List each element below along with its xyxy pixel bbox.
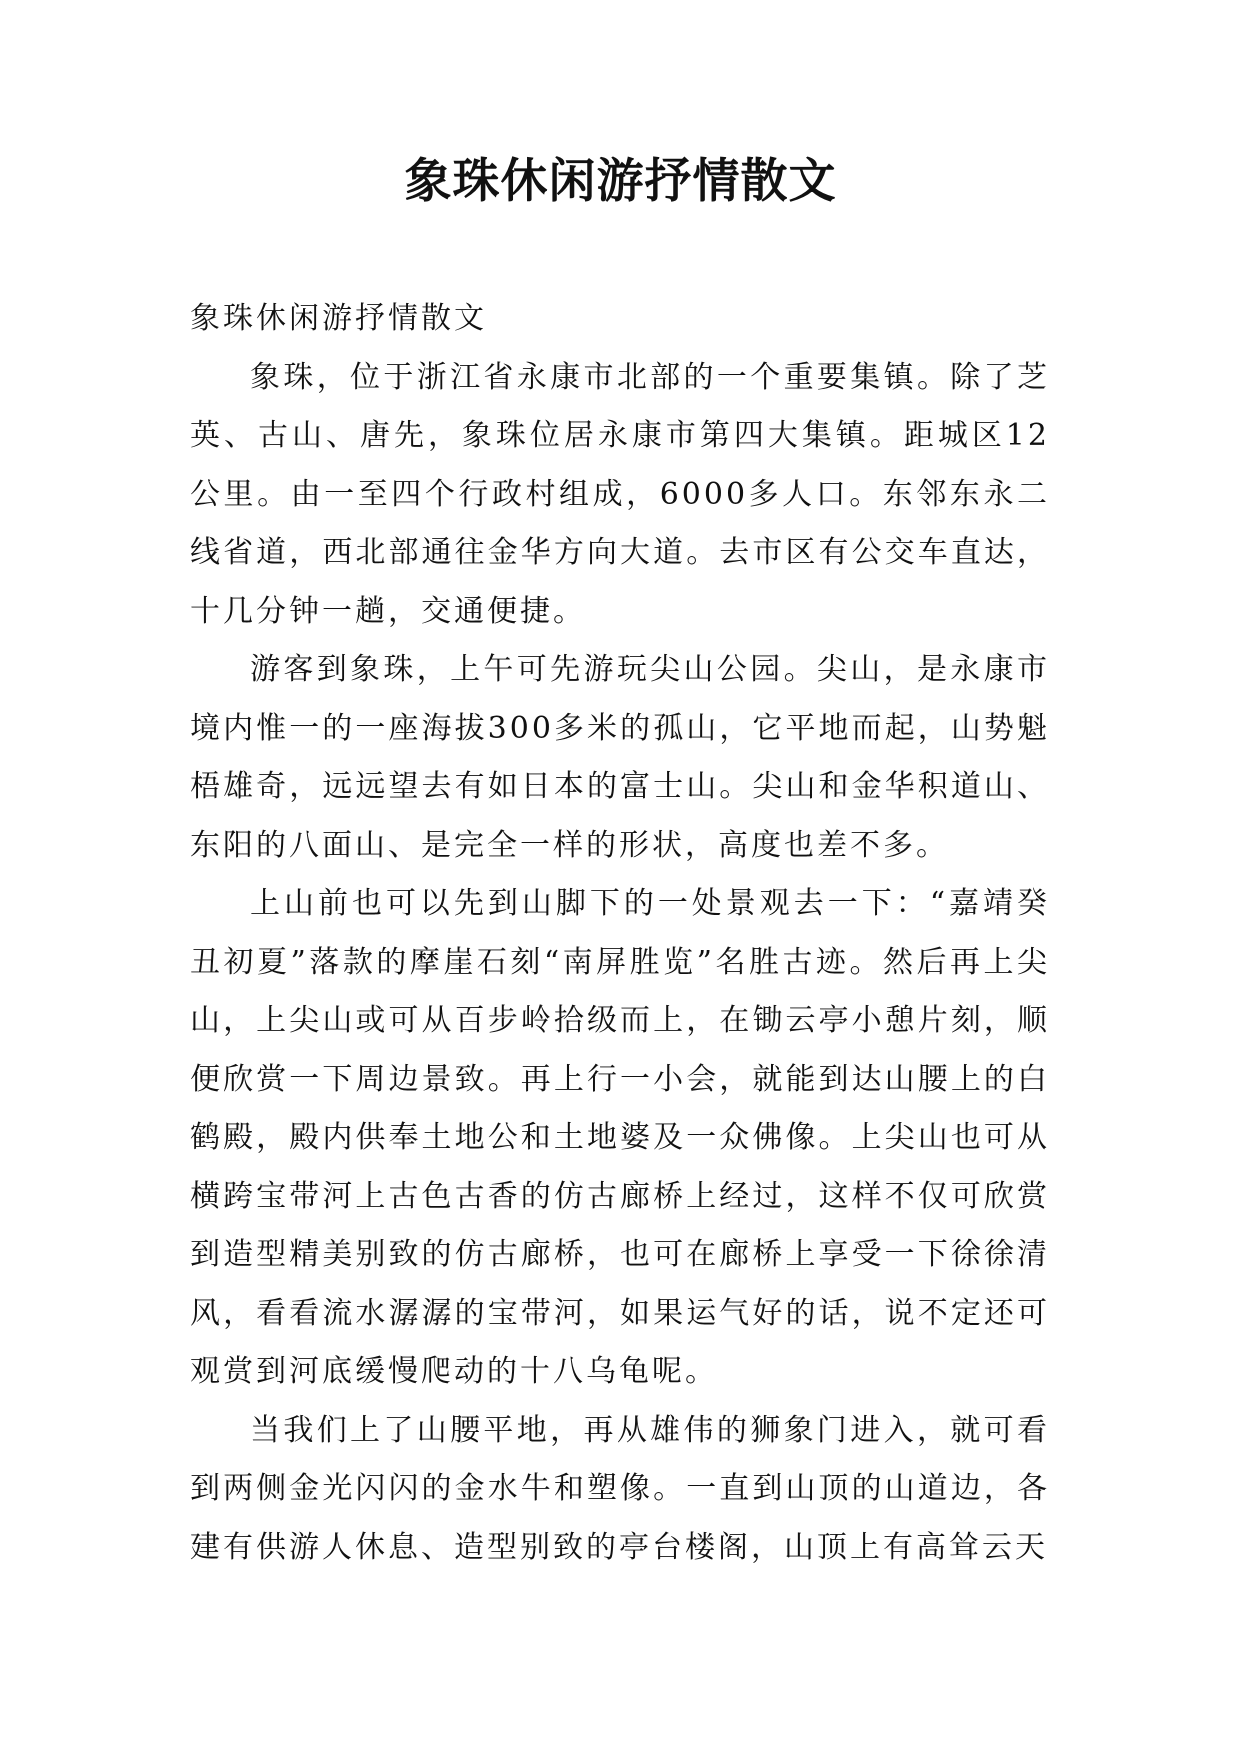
document-body (190, 290, 1050, 1577)
document-subtitle: 象珠休闲游抒情散文 (190, 301, 487, 336)
paragraph-4: 当我们上了山腰平地，再从雄伟的狮象门进入，就可看到两侧金光闪闪的金水牛和塑像。一直到山顶的山道边，各建有供游人休息、造型别致的亭台楼阁，山顶上有高耸云天 (190, 1412, 1050, 1565)
paragraph-3: 上山前也可以先到山脚下的一处景观去一下：“嘉靖癸丑初夏”落款的摩崖石刻“南屏胜览”名胜古迹。然后再上尖山，上尖山或可从百步岭拾级而上，在锄云亭小憩片刻，顺便欣赏一下周边景致。再上行一小会，就能到达山腰上的白鹤殿，殿内供奉土地公和土地婆及一众佛像。上尖山也可从横跨宝带河上古色古香的仿古廊桥上经过，这样不仅可欣赏到造型精美别致的仿古廊桥，也可在廊桥上享受一下徐徐清风，看看流水潺潺的宝带河，如果运气好的话，说不定还可观赏到河底缓慢爬动的十八乌龟呢。 (190, 886, 1050, 1389)
paragraph-1: 象珠，位于浙江省永康市北部的一个重要集镇。除了芝英、古山、唐先，象珠位居永康市第四大集镇。距城区12公里。由一至四个行政村组成，6000多人口。东邻东永二线省道，西北部通往金华方向大道。去市区有公交车直达，十几分钟一趟，交通便捷。 (190, 359, 1050, 629)
document-title: 象珠休闲游抒情散文 (404, 154, 837, 209)
paragraph-2: 游客到象珠，上午可先游玩尖山公园。尖山，是永康市境内惟一的一座海拔300多米的孤山，它平地而起，山势魁梧雄奇，远远望去有如日本的富士山。尖山和金华积道山、东阳的八面山、是完全一样的形状，高度也差不多。 (190, 652, 1050, 863)
